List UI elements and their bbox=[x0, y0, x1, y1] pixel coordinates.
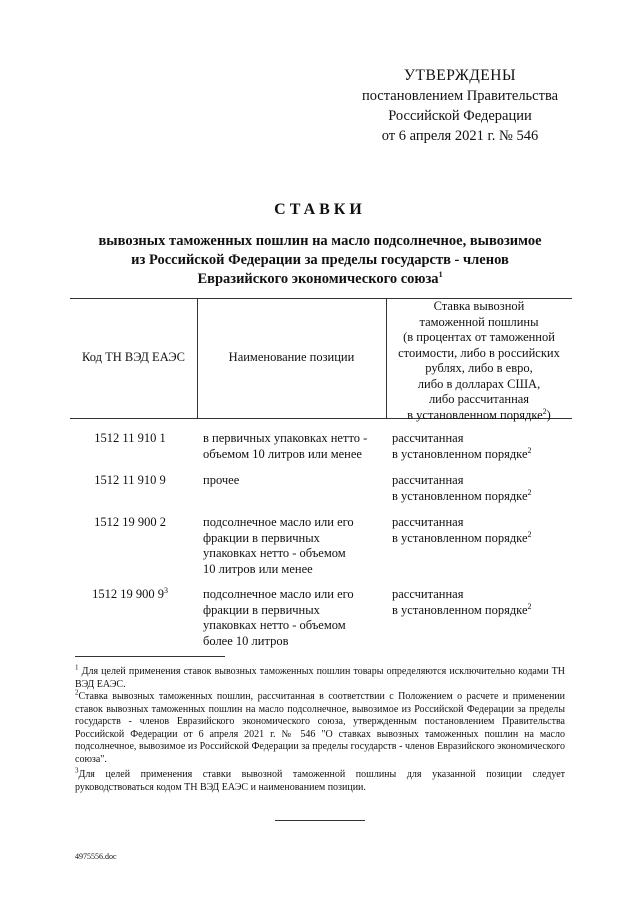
table-row-rate: рассчитанная в установленном порядке$^2$ bbox=[392, 431, 532, 461]
end-separator bbox=[275, 820, 365, 821]
footnote-2: $^2$Ставка вывозных таможенных пошлин, рассчитанная в соответствии с Положением о расчете и применении ставок вывозных таможенных пошлин на масло подсолнечное, вывозимое из Российской Федерации за пределы государств - членов Евразийского экономического союза, утвержденным постановлением Правительства Российской Федерации от 6 апреля 2021 г. № 546 "О ставках вывозных таможенных пошлин на масло подсолнечное, вывозимое из Российской Федерации за пределы государств - членов Евразийского экономического союза". bbox=[75, 688, 565, 765]
document-subtitle bbox=[80, 232, 560, 289]
approval-heading: УТВЕРЖДЕНЫ bbox=[404, 67, 516, 84]
doc-id: 4975556.doc bbox=[75, 852, 117, 861]
header-code: Код ТН ВЭД ЕАЭС bbox=[81, 350, 185, 364]
table-row-rate: рассчитанная в установленном порядке$^2$ bbox=[392, 473, 532, 503]
table-row-name: в первичных упаковках нетто - объемом 10 литров или менее bbox=[203, 431, 368, 461]
footnote-separator bbox=[75, 656, 225, 657]
footnote-ref: 2 bbox=[527, 529, 532, 539]
header-name: Наименование позиции bbox=[228, 350, 355, 364]
footnote-ref: 3 bbox=[163, 585, 168, 595]
approval-date: от 6 апреля 2021 г. № 546 bbox=[381, 128, 539, 144]
footnote-ref: 2 bbox=[542, 406, 547, 416]
approval-block bbox=[340, 66, 580, 146]
subtitle-line: вывозных таможенных пошлин на масло подсолнечное, вывозимое bbox=[98, 233, 542, 249]
header-rate: Ставка вывозной таможенной пошлины (в процентах от таможенной стоимости, либо в российских рублях, либо в евро, либо в долларах США, либо рассчитанная в установленном порядке$^2$) bbox=[398, 299, 560, 422]
table-row-code: 1512 11 910 1 bbox=[94, 431, 166, 445]
subtitle-line: Евразийского экономического союза$^1$ bbox=[197, 270, 443, 287]
table-row-code: 1512 19 900 2 bbox=[94, 515, 166, 529]
table-row-rate: рассчитанная в установленном порядке$^2$ bbox=[392, 515, 532, 545]
subtitle-line: из Российской Федерации за пределы государств - членов bbox=[131, 252, 509, 268]
approval-line: постановлением Правительства bbox=[361, 88, 559, 104]
table-row-code: 1512 19 900 $9^3$ bbox=[92, 585, 168, 601]
table-row-rate: рассчитанная в установленном порядке$^2$ bbox=[392, 587, 532, 617]
footnote-ref: 2 bbox=[527, 445, 532, 455]
table-row-name: подсолнечное масло или его фракции в первичных упаковках нетто - объемом 10 литров или менее bbox=[203, 515, 354, 576]
table-row-name: подсолнечное масло или его фракции в первичных упаковках нетто - объемом более 10 литров bbox=[203, 587, 354, 648]
approval-line: Российской Федерации bbox=[388, 108, 532, 124]
footnote-ref: 2 bbox=[527, 487, 532, 497]
footnote-3: $^3$Для целей применения ставки вывозной таможенной пошлины для указанной позиции следует руководствоваться кодом ТН ВЭД ЕАЭС и наименованием позиции. bbox=[75, 766, 565, 793]
footnote-ref: 1 bbox=[438, 270, 443, 280]
table-row-name: прочее bbox=[203, 473, 240, 487]
table-row-code: 1512 11 910 9 bbox=[94, 473, 166, 487]
footnote-1: $^1$ Для целей применения ставок вывозных таможенных пошлин товары определяются исключительно кодами ТН ВЭД ЕАЭС. bbox=[75, 663, 566, 690]
footnote-ref: 2 bbox=[527, 601, 532, 611]
document-title: СТАВКИ bbox=[274, 201, 366, 218]
